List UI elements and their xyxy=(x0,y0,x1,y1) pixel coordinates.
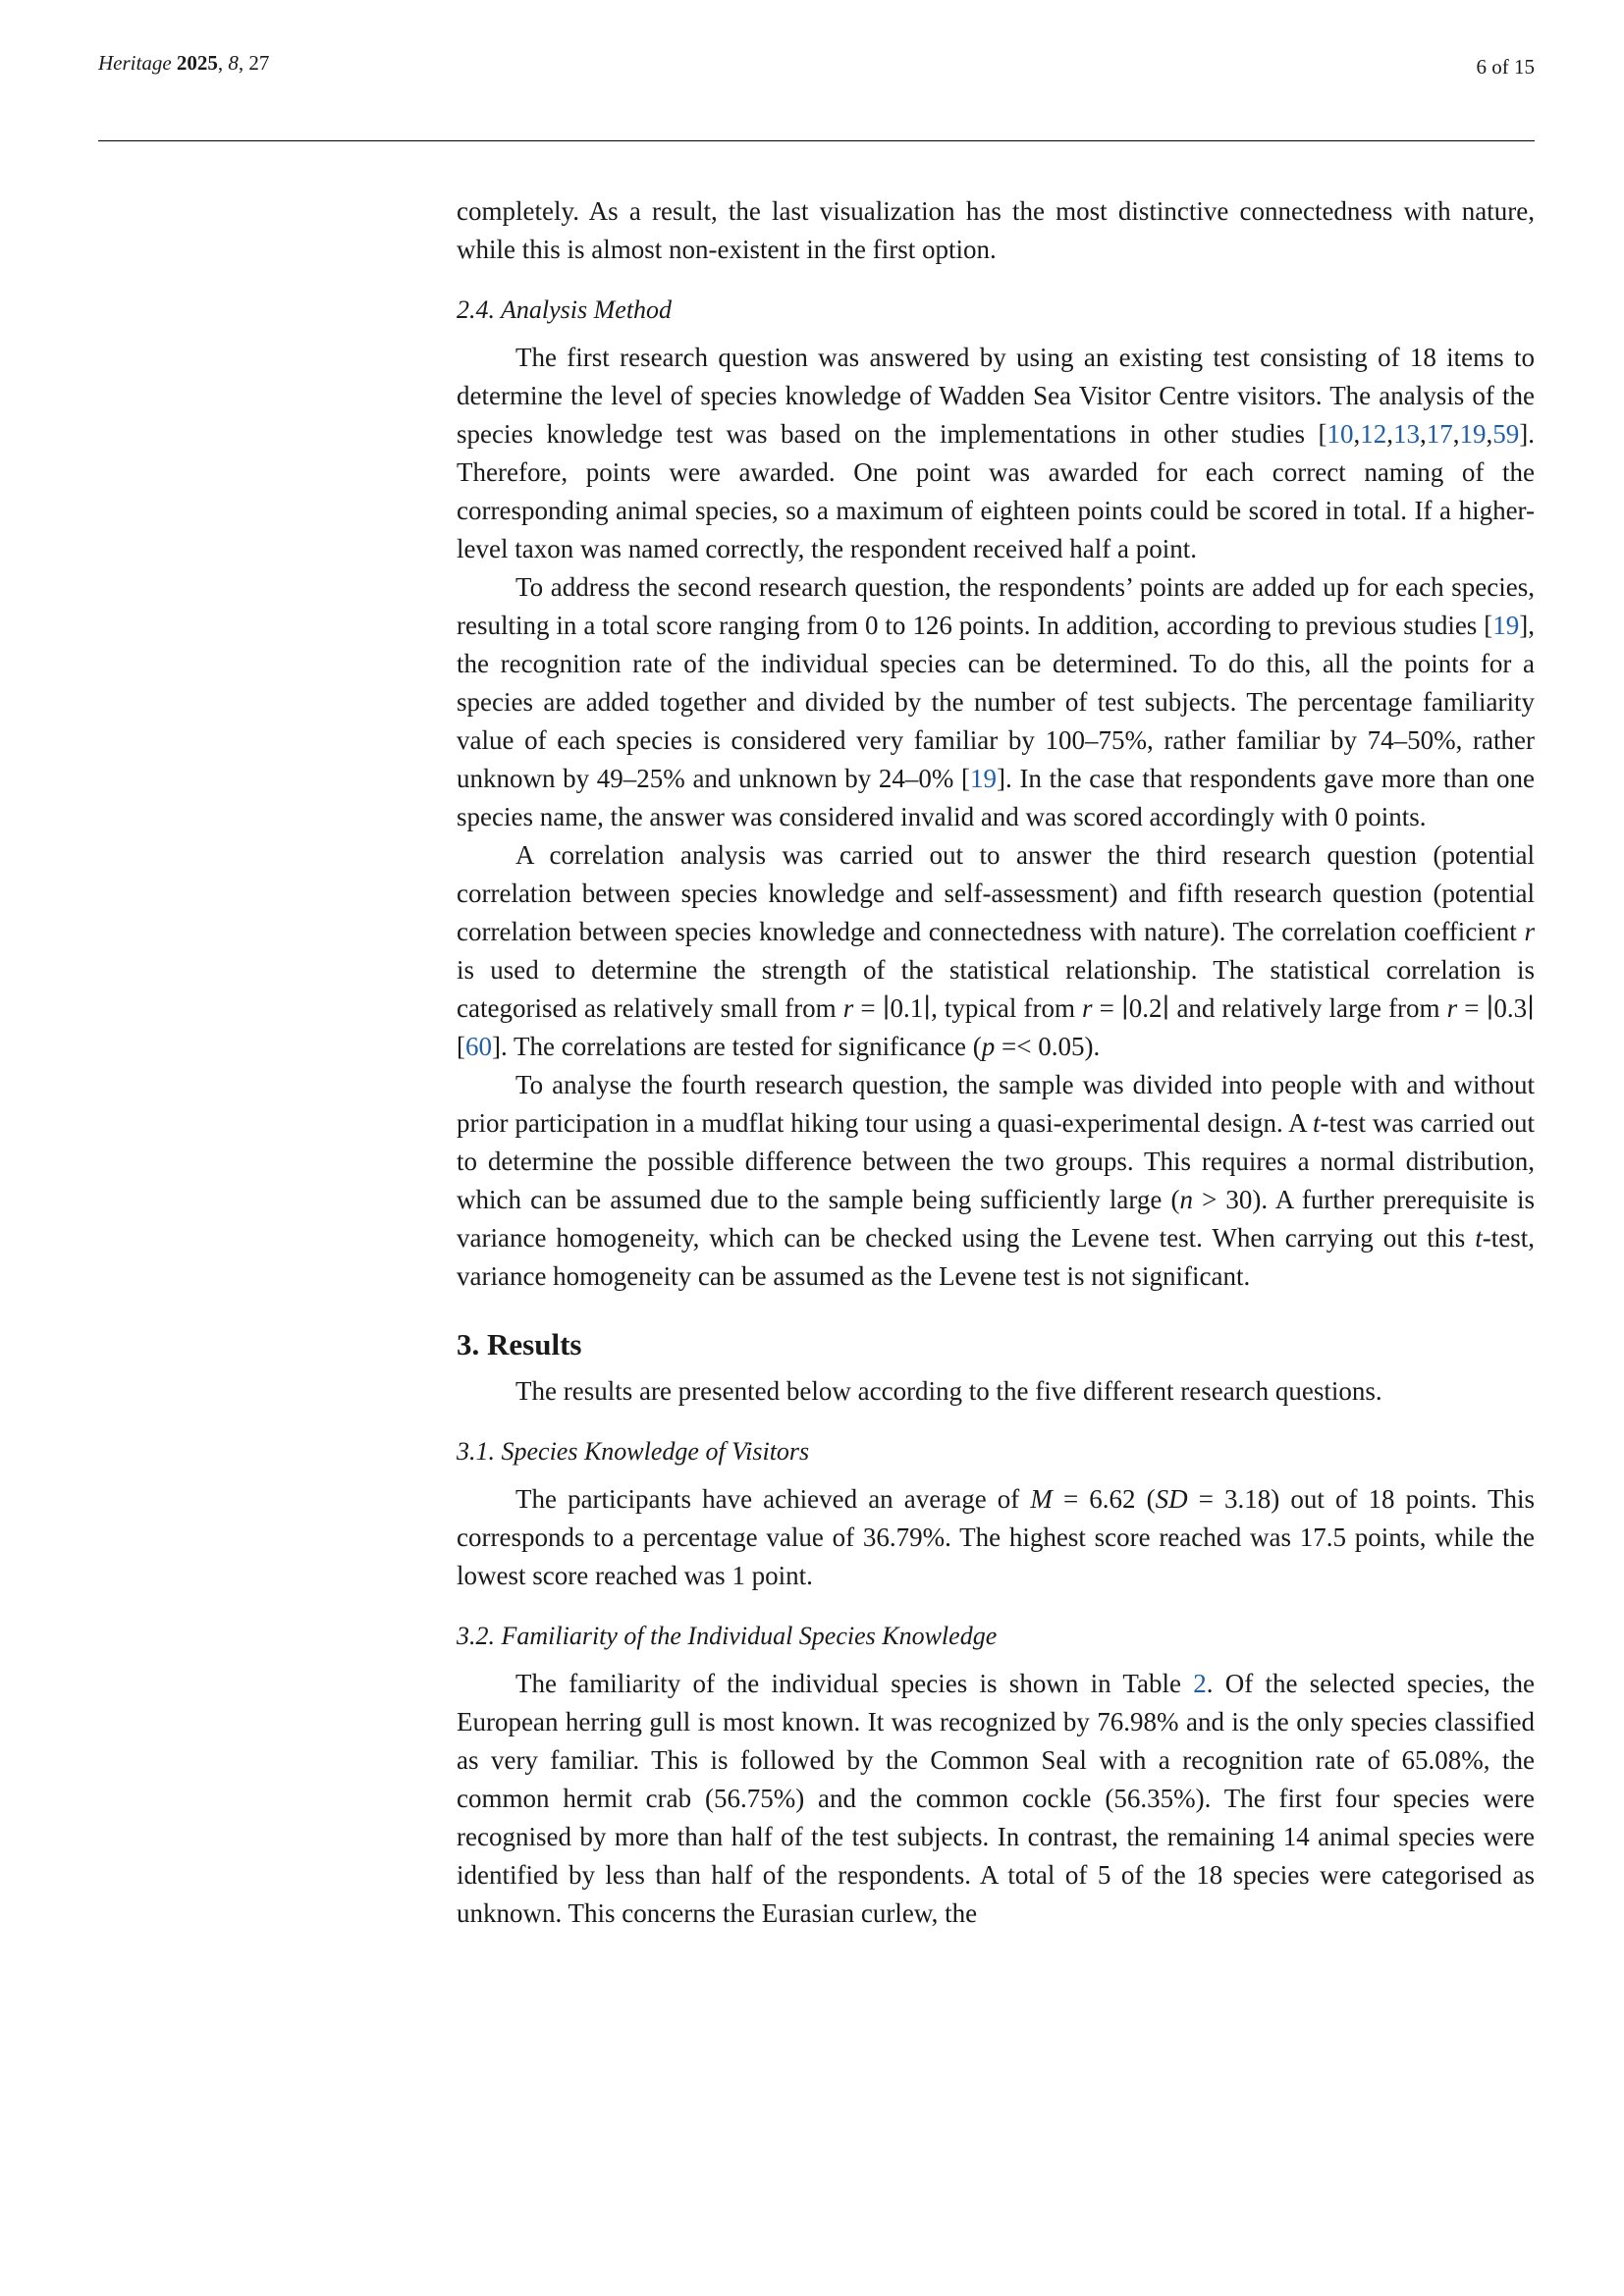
citation-link[interactable]: 10 xyxy=(1326,419,1354,449)
page-number: 6 of 15 xyxy=(1476,55,1535,79)
table-link[interactable]: 2 xyxy=(1193,1669,1207,1698)
citation-link[interactable]: 19 xyxy=(970,764,998,793)
main-column xyxy=(457,192,1535,1933)
article-number: 27 xyxy=(248,51,270,75)
citation-link[interactable]: 12 xyxy=(1360,419,1387,449)
page-header xyxy=(98,51,1535,90)
journal-name: Heritage xyxy=(98,51,172,75)
paragraph-results-intro: The results are presented below according to the five different research questions. xyxy=(515,1376,1382,1406)
header-rule xyxy=(98,140,1535,141)
citation-link[interactable]: 19 xyxy=(1492,611,1520,640)
subsection-heading-3-2: 3.2. Familiarity of the Individual Species Knowledge xyxy=(457,1622,998,1650)
citation-link[interactable]: 17 xyxy=(1426,419,1453,449)
citation-link[interactable]: 13 xyxy=(1393,419,1420,449)
paragraph-analysis-4: To analyse the fourth research question, the sample was divided into people with and without prior participation in a mudflat hiking tour using a quasi-experimental design. A t-test was carried out to determine the possible difference between the two groups. This requires a normal distribution, which can be assumed due to the sample being sufficiently large (n > 30). A further prerequisite is variance homogeneity, which can be checked using the Levene test. When carrying out this t-test, variance homogeneity can be assumed as the Levene test is not significant. xyxy=(457,1070,1536,1291)
citation-link[interactable]: 19 xyxy=(1459,419,1487,449)
section-heading-results: 3. Results xyxy=(457,1327,582,1362)
journal-volume: 8 xyxy=(228,51,239,75)
paragraph-analysis-3: A correlation analysis was carried out to answer the third research question (potential correlation between species knowledge and self-assessment) and fifth research question (potential correlation between species knowledge and connectedness with nature). The correlation coefficient r is used to determine the strength of the statistical relationship. The statistical correlation is categorised as relatively small from r = ∣0.1∣, typical from r = ∣0.2∣ and relatively large from r = ∣0.3∣ [60]. The correlations are tested for significance (p =< 0.05). xyxy=(457,840,1535,1061)
paragraph-analysis-1: The first research question was answered by using an existing test consisting of 18 items to determine the level of species knowledge of Wadden Sea Visitor Centre visitors. The analysis of the species knowledge test was based on the implementations in other studies [10,12,13,17,19,59]. Therefore, points were awarded. One point was awarded for each correct naming of the corresponding animal species, so a maximum of eighteen points could be scored in total. If a higher-level taxon was named correctly, the respondent received half a point. xyxy=(457,343,1535,563)
paragraph-results-2: The familiarity of the individual species is shown in Table 2. Of the selected species, the European herring gull is most known. It was recognized by 76.98% and is the only species classified as very familiar. This is followed by the Common Seal with a recognition rate of 65.08%, the common hermit crab (56.75%) and the common cockle (56.35%). The first four species were recognised by more than half of the test subjects. In contrast, the remaining 14 animal species were identified by less than half of the respondents. A total of 5 of the 18 species were categorised as unknown. This concerns the Eurasian curlew, the xyxy=(457,1669,1536,1928)
paragraph-analysis-2: To address the second research question, the respondents’ points are added up for each species, resulting in a total score ranging from 0 to 126 points. In addition, according to previous studies [19], the recognition rate of the individual species can be determined. To do this, all the points for a species are added together and divided by the number of test subjects. The percentage familiarity value of each species is considered very familiar by 100–75%, rather familiar by 74–50%, rather unknown by 49–25% and unknown by 24–0% [19]. In the case that respondents gave more than one species name, the answer was considered invalid and was scored accordingly with 0 points. xyxy=(457,572,1535,831)
subsection-heading-2-4: 2.4. Analysis Method xyxy=(457,295,673,324)
journal-citation: Heritage 2025, 8, 27 xyxy=(98,51,270,75)
paragraph-continued: completely. As a result, the last visualization has the most distinctive connectedness with nature, while this is almost non-existent in the first option. xyxy=(457,196,1535,264)
journal-year: 2025 xyxy=(176,51,218,75)
subsection-heading-3-1: 3.1. Species Knowledge of Visitors xyxy=(457,1437,810,1466)
paragraph-results-1: The participants have achieved an average of M = 6.62 (SD = 3.18) out of 18 points. This corresponds to a percentage value of 36.79%. The highest score reached was 17.5 points, while the lowest score reached was 1 point. xyxy=(457,1484,1535,1590)
citation-link[interactable]: 60 xyxy=(465,1032,492,1061)
citation-link[interactable]: 59 xyxy=(1492,419,1520,449)
